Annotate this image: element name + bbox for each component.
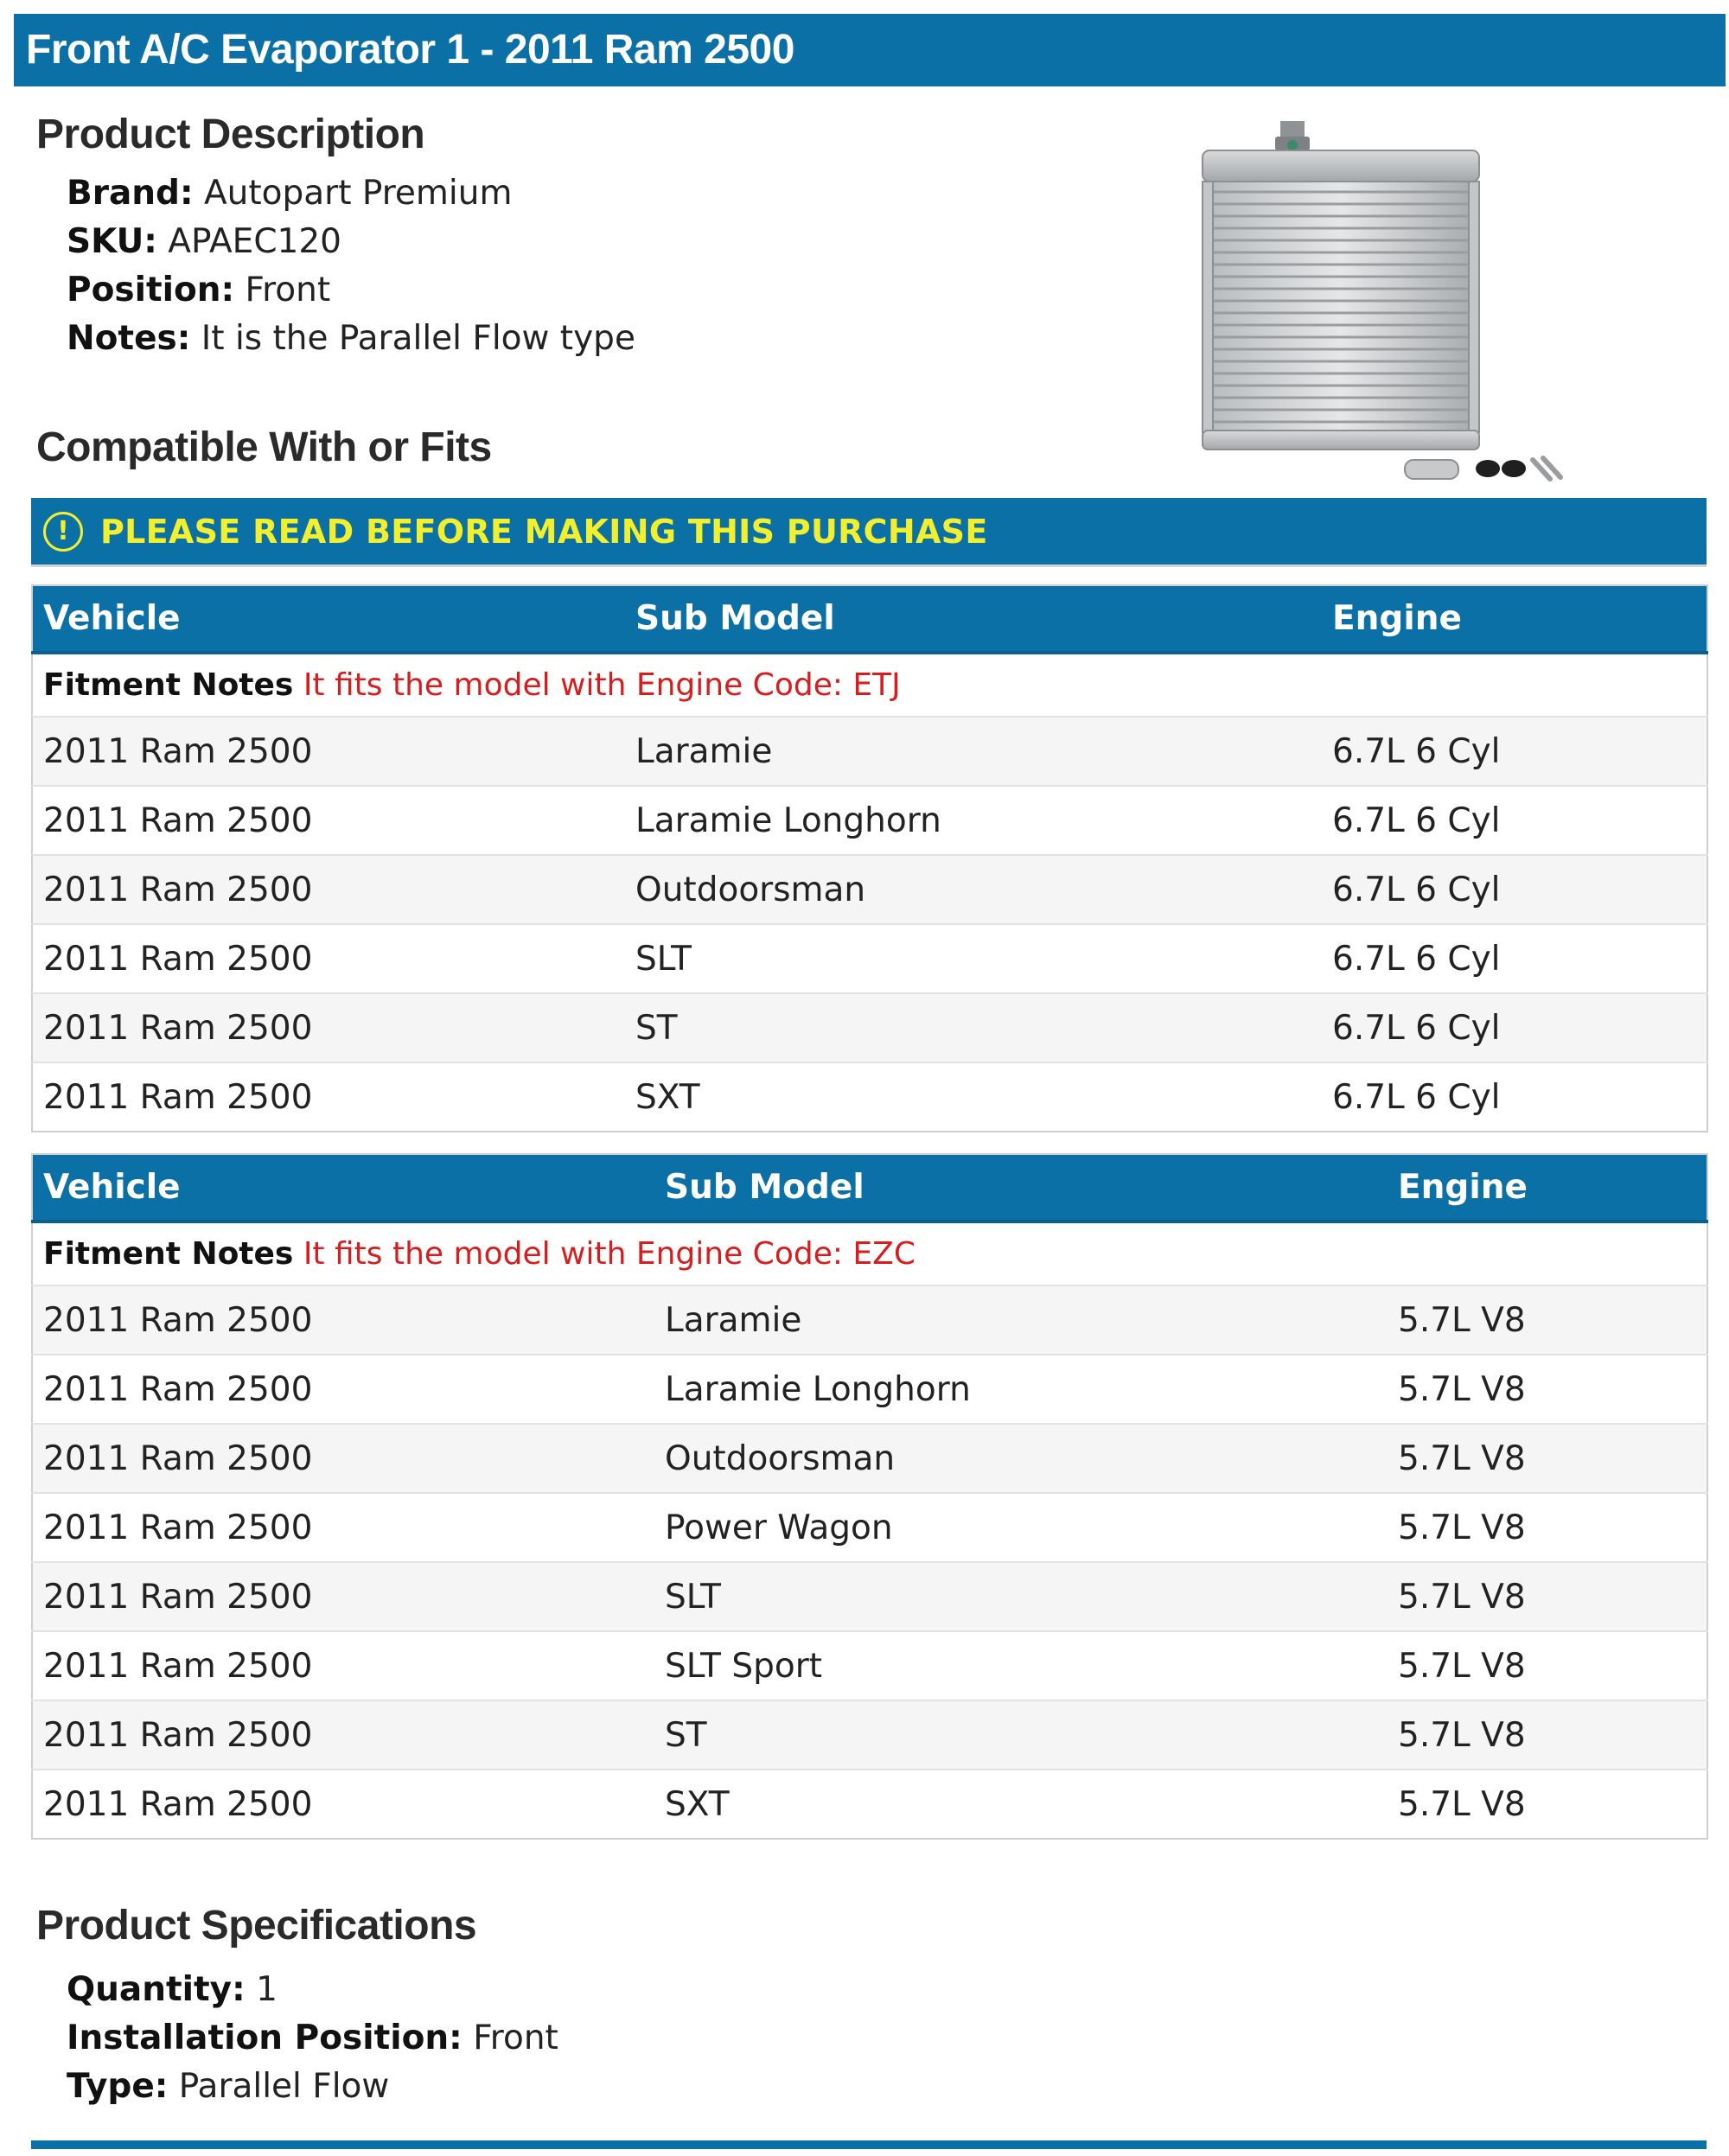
table-row xyxy=(32,1355,1707,1424)
installation-position-line xyxy=(67,2014,558,2063)
vehicle-cell: 2011 Ram 2500 xyxy=(32,1355,654,1424)
position-label: Position: xyxy=(67,271,235,309)
fitment-notes xyxy=(32,1222,1707,1285)
footer-divider xyxy=(31,2140,1707,2149)
engine-cell: 5.7L V8 xyxy=(1388,1770,1707,1839)
sub-model-column-header: Sub Model xyxy=(654,1154,1388,1222)
vehicle-cell: 2011 Ram 2500 xyxy=(32,1631,654,1700)
table-row xyxy=(32,855,1707,924)
table-row xyxy=(32,1770,1707,1839)
purchase-notice-text: PLEASE READ BEFORE MAKING THIS PURCHASE xyxy=(100,512,988,551)
sku-line xyxy=(67,218,341,266)
engine-cell: 5.7L V8 xyxy=(1388,1424,1707,1493)
table-header-row xyxy=(32,585,1707,653)
brand-label: Brand: xyxy=(67,174,194,213)
vehicle-cell: 2011 Ram 2500 xyxy=(32,993,625,1062)
brand-line xyxy=(67,169,512,218)
sub-model-cell: ST xyxy=(654,1700,1388,1770)
table-row xyxy=(32,1700,1707,1770)
vehicle-cell: 2011 Ram 2500 xyxy=(32,1770,654,1839)
installation-position-label: Installation Position: xyxy=(67,2019,463,2057)
sub-model-cell: SXT xyxy=(625,1062,1322,1132)
vehicle-cell: 2011 Ram 2500 xyxy=(32,924,625,993)
table-row xyxy=(32,717,1707,786)
vehicle-column-header: Vehicle xyxy=(32,1154,654,1222)
position-value: Front xyxy=(245,271,331,309)
sku-label: SKU: xyxy=(67,222,157,261)
quantity-label: Quantity: xyxy=(67,1970,246,2009)
sub-model-cell: Laramie Longhorn xyxy=(654,1355,1388,1424)
sub-model-cell: SXT xyxy=(654,1770,1388,1839)
engine-cell: 5.7L V8 xyxy=(1388,1562,1707,1631)
engine-column-header: Engine xyxy=(1388,1154,1707,1222)
engine-cell: 5.7L V8 xyxy=(1388,1700,1707,1770)
vehicle-cell: 2011 Ram 2500 xyxy=(32,786,625,855)
table-header-row xyxy=(32,1154,1707,1222)
vehicle-cell: 2011 Ram 2500 xyxy=(32,1424,654,1493)
fitment-notes-row xyxy=(32,653,1707,717)
engine-cell: 5.7L V8 xyxy=(1388,1285,1707,1355)
table-row xyxy=(32,993,1707,1062)
sub-model-cell: Laramie xyxy=(654,1285,1388,1355)
compatible-heading: Compatible With or Fits xyxy=(36,424,492,470)
fitment-notes-text: It fits the model with Engine Code: EZC xyxy=(303,1236,916,1272)
engine-cell: 5.7L V8 xyxy=(1388,1631,1707,1700)
type-line xyxy=(67,2063,389,2111)
sub-model-cell: SLT xyxy=(625,924,1322,993)
vehicle-cell: 2011 Ram 2500 xyxy=(32,1562,654,1631)
vehicle-cell: 2011 Ram 2500 xyxy=(32,1062,625,1132)
purchase-notice-banner xyxy=(31,498,1707,567)
sub-model-cell: Laramie xyxy=(625,717,1322,786)
engine-cell: 6.7L 6 Cyl xyxy=(1322,924,1707,993)
fitment-notes-row xyxy=(32,1222,1707,1285)
sku-value: APAEC120 xyxy=(168,222,341,261)
engine-cell: 6.7L 6 Cyl xyxy=(1322,993,1707,1062)
page-title: Front A/C Evaporator 1 - 2011 Ram 2500 xyxy=(14,14,1726,86)
fitment-notes-text: It fits the model with Engine Code: ETJ xyxy=(303,667,901,703)
sub-model-cell: SLT Sport xyxy=(654,1631,1388,1700)
table-row xyxy=(32,1562,1707,1631)
brand-value: Autopart Premium xyxy=(203,174,513,213)
engine-cell: 6.7L 6 Cyl xyxy=(1322,1062,1707,1132)
sub-model-column-header: Sub Model xyxy=(625,585,1322,653)
notes-line xyxy=(67,315,635,363)
quantity-value: 1 xyxy=(256,1970,278,2009)
fitment-notes-label: Fitment Notes xyxy=(43,1236,294,1272)
exclamation-icon: ! xyxy=(43,512,83,552)
table-row xyxy=(32,1062,1707,1132)
type-label: Type: xyxy=(67,2067,169,2106)
engine-cell: 6.7L 6 Cyl xyxy=(1322,855,1707,924)
vehicle-cell: 2011 Ram 2500 xyxy=(32,717,625,786)
table-row xyxy=(32,1424,1707,1493)
table-row xyxy=(32,1493,1707,1562)
notes-label: Notes: xyxy=(67,319,191,358)
sub-model-cell: SLT xyxy=(654,1562,1388,1631)
table-row xyxy=(32,924,1707,993)
table-row xyxy=(32,786,1707,855)
type-value: Parallel Flow xyxy=(178,2067,390,2106)
sub-model-cell: ST xyxy=(625,993,1322,1062)
engine-column-header: Engine xyxy=(1322,585,1707,653)
product-specifications-heading: Product Specifications xyxy=(36,1903,477,1949)
fitment-table-ezc xyxy=(31,1153,1708,1840)
table-row xyxy=(32,1631,1707,1700)
sub-model-cell: Outdoorsman xyxy=(654,1424,1388,1493)
notes-value: It is the Parallel Flow type xyxy=(201,319,635,358)
vehicle-cell: 2011 Ram 2500 xyxy=(32,855,625,924)
sub-model-cell: Laramie Longhorn xyxy=(625,786,1322,855)
vehicle-cell: 2011 Ram 2500 xyxy=(32,1493,654,1562)
fitment-notes xyxy=(32,653,1707,717)
engine-cell: 5.7L V8 xyxy=(1388,1355,1707,1424)
vehicle-cell: 2011 Ram 2500 xyxy=(32,1285,654,1355)
product-image xyxy=(1197,121,1595,484)
quantity-line xyxy=(67,1966,278,2014)
sub-model-cell: Power Wagon xyxy=(654,1493,1388,1562)
engine-cell: 6.7L 6 Cyl xyxy=(1322,717,1707,786)
position-line xyxy=(67,266,330,315)
table-row xyxy=(32,1285,1707,1355)
vehicle-cell: 2011 Ram 2500 xyxy=(32,1700,654,1770)
fitment-notes-label: Fitment Notes xyxy=(43,667,294,703)
fitment-table-etj xyxy=(31,584,1708,1132)
vehicle-column-header: Vehicle xyxy=(32,585,625,653)
product-description-heading: Product Description xyxy=(36,112,425,157)
engine-cell: 6.7L 6 Cyl xyxy=(1322,786,1707,855)
sub-model-cell: Outdoorsman xyxy=(625,855,1322,924)
installation-position-value: Front xyxy=(473,2019,558,2057)
engine-cell: 5.7L V8 xyxy=(1388,1493,1707,1562)
